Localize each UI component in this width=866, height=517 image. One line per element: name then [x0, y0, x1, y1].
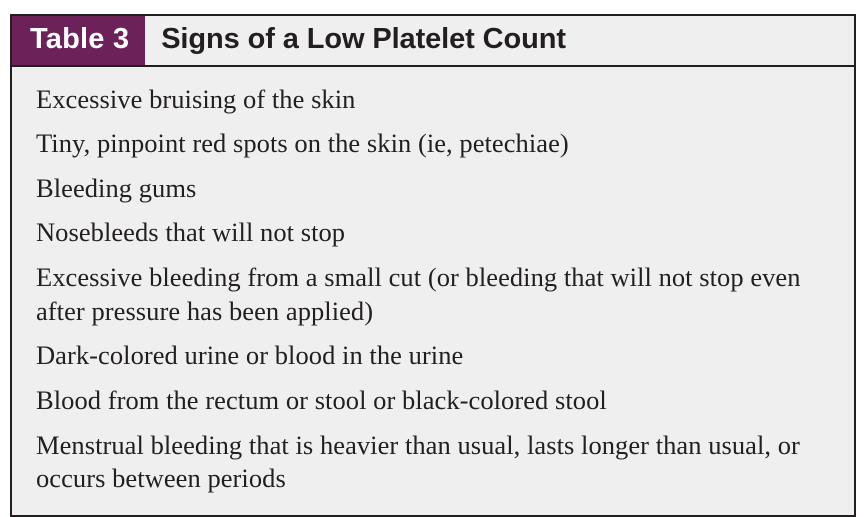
- table-body: [12, 67, 854, 515]
- table-row: Menstrual bleeding that is heavier than usual, lasts longer than usual, or occurs between periods: [36, 429, 800, 494]
- table-container: [10, 14, 856, 517]
- table-row: Blood from the rectum or stool or black-colored stool: [36, 384, 607, 415]
- table-header: [12, 16, 854, 67]
- table-row: Tiny, pinpoint red spots on the skin (ie, petechiae): [36, 128, 569, 159]
- table-row: Excessive bruising of the skin: [36, 83, 356, 114]
- table-row: Dark-colored urine or blood in the urine: [36, 340, 464, 371]
- table-row: Bleeding gums: [36, 172, 197, 203]
- table-row: Excessive bleeding from a small cut (or bleeding that will not stop even after pressure has been applied): [36, 262, 801, 326]
- table-row: Nosebleeds that will not stop: [36, 217, 346, 248]
- table-title: Signs of a Low Platelet Count: [161, 23, 566, 55]
- table-number-label: Table 3: [12, 16, 145, 65]
